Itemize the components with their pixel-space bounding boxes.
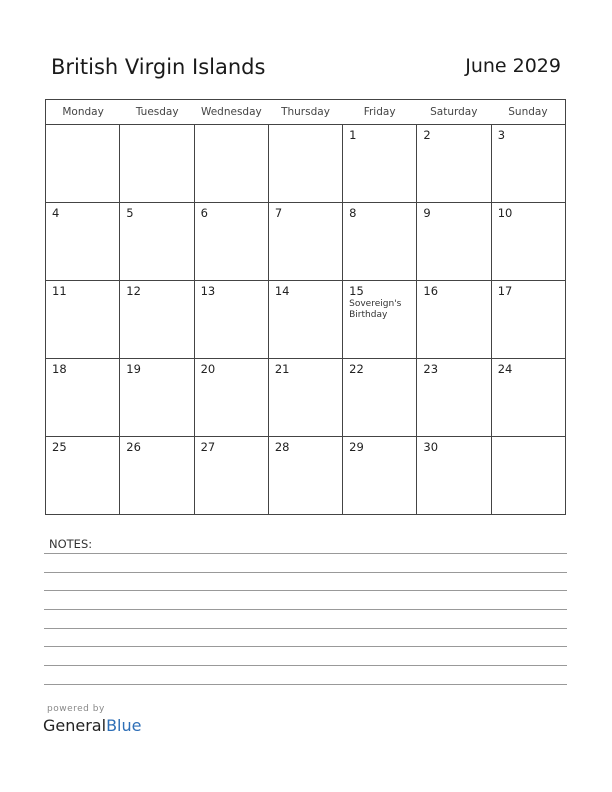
day-cell	[269, 437, 343, 514]
note-line	[44, 553, 567, 554]
day-cell-holiday	[343, 281, 417, 358]
day-number: 26	[126, 440, 141, 454]
day-cell	[492, 437, 565, 514]
week-row-1	[46, 125, 565, 203]
day-number: 8	[349, 206, 357, 220]
day-cell	[417, 281, 491, 358]
day-cell	[269, 125, 343, 202]
day-number: 14	[274, 284, 290, 298]
day-number: 12	[126, 284, 141, 298]
calendar-title: British Virgin Islands	[51, 55, 266, 79]
notes-label: NOTES:	[49, 537, 93, 551]
brand-general: General	[43, 716, 107, 735]
day-number: 21	[274, 362, 290, 376]
day-number: 18	[52, 362, 67, 376]
day-number: 17	[497, 284, 513, 298]
day-cell	[343, 125, 417, 202]
day-cell	[343, 203, 417, 280]
weekday-tuesday: Tuesday	[135, 106, 179, 118]
day-cell	[195, 203, 269, 280]
day-cell	[343, 359, 417, 436]
day-number: 29	[349, 440, 364, 454]
day-number: 2	[423, 128, 431, 142]
week-row-4	[46, 359, 565, 437]
day-number: 11	[52, 284, 67, 298]
day-cell	[492, 203, 565, 280]
day-number: 27	[200, 440, 216, 454]
day-number: 24	[497, 362, 513, 376]
note-line	[44, 572, 567, 573]
day-number: 19	[126, 362, 141, 376]
day-cell	[46, 203, 120, 280]
note-line	[44, 684, 567, 685]
day-cell	[269, 359, 343, 436]
day-cell	[417, 125, 491, 202]
day-cell	[120, 125, 194, 202]
note-line	[44, 609, 567, 610]
day-number: 5	[126, 206, 134, 220]
powered-by-text: powered by	[47, 704, 105, 714]
day-cell	[195, 359, 269, 436]
week-row-5	[46, 437, 565, 514]
day-cell	[120, 203, 194, 280]
week-row-2	[46, 203, 565, 281]
day-cell	[46, 359, 120, 436]
day-cell	[343, 437, 417, 514]
holiday-label: Sovereign's Birthday	[349, 299, 402, 320]
day-cell	[417, 359, 491, 436]
weekday-monday: Monday	[62, 106, 104, 118]
day-cell	[120, 281, 194, 358]
day-number: 30	[423, 440, 439, 454]
day-cell	[46, 125, 120, 202]
day-number: 10	[497, 206, 513, 220]
note-line	[44, 646, 567, 647]
day-number: 4	[52, 206, 60, 220]
day-cell	[120, 359, 194, 436]
day-number: 9	[423, 206, 431, 220]
weekday-thursday: Thursday	[281, 106, 330, 118]
note-line	[44, 665, 567, 666]
day-number: 1	[349, 128, 357, 142]
day-number: 7	[274, 206, 283, 220]
day-cell	[492, 125, 565, 202]
day-cell	[120, 437, 194, 514]
day-number: 25	[52, 440, 67, 454]
day-number: 15	[349, 284, 364, 298]
month-year: June 2029	[465, 55, 561, 77]
day-cell	[417, 437, 491, 514]
day-number: 23	[423, 362, 439, 376]
day-cell	[46, 437, 120, 514]
day-number: 28	[274, 440, 290, 454]
day-cell	[492, 359, 565, 436]
weekday-friday: Friday	[363, 106, 396, 118]
day-cell	[195, 125, 269, 202]
weekday-header-row	[46, 100, 565, 125]
weekday-wednesday: Wednesday	[200, 106, 262, 118]
day-number: 22	[349, 362, 364, 376]
day-cell	[195, 281, 269, 358]
day-number: 13	[200, 284, 216, 298]
week-row-3	[46, 281, 565, 359]
day-cell	[417, 203, 491, 280]
weekday-sunday: Sunday	[508, 106, 548, 118]
brand-blue: Blue	[106, 716, 142, 735]
calendar-grid	[45, 99, 566, 515]
day-number: 6	[200, 206, 208, 220]
day-number: 20	[200, 362, 216, 376]
weekday-saturday: Saturday	[430, 106, 478, 118]
day-cell	[46, 281, 120, 358]
day-cell	[269, 281, 343, 358]
note-line	[44, 628, 567, 629]
day-cell	[195, 437, 269, 514]
day-cell	[269, 203, 343, 280]
day-cell	[492, 281, 565, 358]
note-line	[44, 590, 567, 591]
day-number: 3	[497, 128, 506, 142]
generalblue-logo[interactable]	[43, 716, 141, 735]
day-number: 16	[423, 284, 439, 298]
